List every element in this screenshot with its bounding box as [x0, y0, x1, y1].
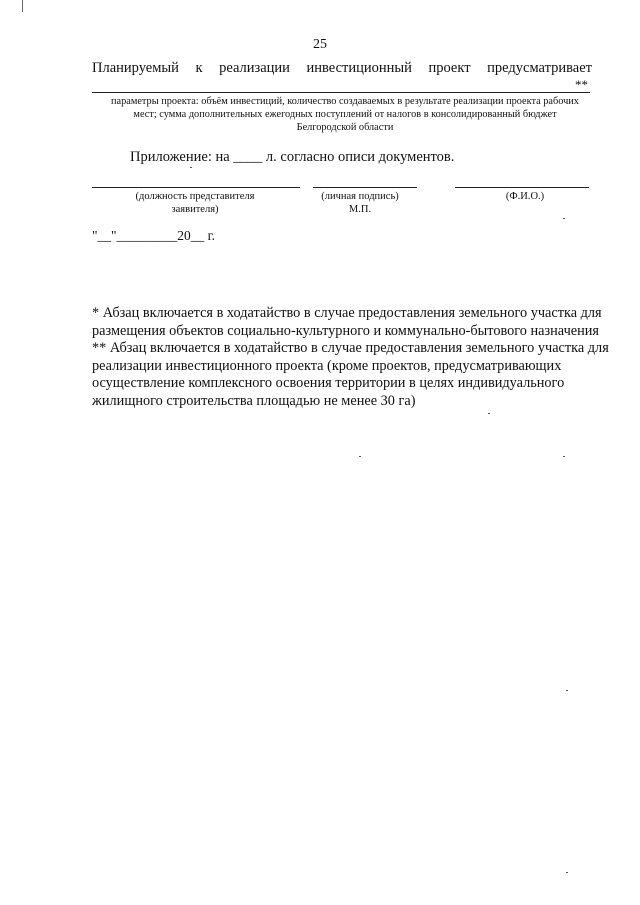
- intro-word: предусматривает: [487, 60, 592, 76]
- scan-speck: [563, 218, 565, 219]
- full-name-label: (Ф.И.О.): [505, 191, 545, 202]
- intro-word: проект: [428, 60, 471, 76]
- signature-label: (личная подпись) М.П.: [300, 190, 420, 216]
- scan-speck: [190, 167, 192, 168]
- intro-word: реализации: [219, 60, 290, 76]
- params-line: Белгородской области: [296, 122, 394, 133]
- page-number: 25: [313, 37, 327, 52]
- intro-word: Планируемый: [92, 60, 179, 76]
- position-signature-line: [92, 187, 300, 188]
- project-parameters-note: [90, 95, 600, 134]
- intro-word: инвестиционный: [306, 60, 412, 76]
- intro-sentence: [92, 60, 592, 77]
- footnote-first: * Абзац включается в ходатайство в случае предоставления земельного участка для размещения объектов социально-культурного и коммунально-бытового назначения: [92, 305, 602, 339]
- params-line: параметры проекта: объём инвестиций, количество создаваемых в результате реализации проекта рабочих: [111, 96, 579, 107]
- personal-signature-line: [313, 187, 417, 188]
- intro-word: к: [195, 60, 203, 76]
- position-label: (должность представителя заявителя): [135, 191, 255, 215]
- date-line: "__"_________20__ г.: [92, 228, 216, 243]
- footnote-marker-double: **: [575, 77, 588, 92]
- scan-speck: [566, 690, 568, 691]
- seal-label: М.П.: [348, 204, 372, 215]
- scan-margin-mark: [22, 0, 23, 12]
- scan-speck: [359, 456, 361, 457]
- scan-speck: [488, 413, 490, 414]
- scan-speck: [563, 456, 565, 457]
- fill-in-line: [92, 92, 590, 93]
- params-line: мест; сумма дополнительных ежегодных поступлений от налогов в консолидированный бюджет: [133, 109, 557, 120]
- footnote-second: ** Абзац включается в ходатайство в случае предоставления земельного участка для реализации инвестиционного проекта (кроме проектов, предусматривающих осуществление комплексного освоения территории в целях индивидуального жилищного строительства площадью не менее 30 га): [92, 340, 609, 409]
- attachment-line: Приложение: на ____ л. согласно описи документов.: [130, 149, 455, 165]
- full-name-signature-line: [455, 187, 589, 188]
- scan-speck: [566, 872, 568, 873]
